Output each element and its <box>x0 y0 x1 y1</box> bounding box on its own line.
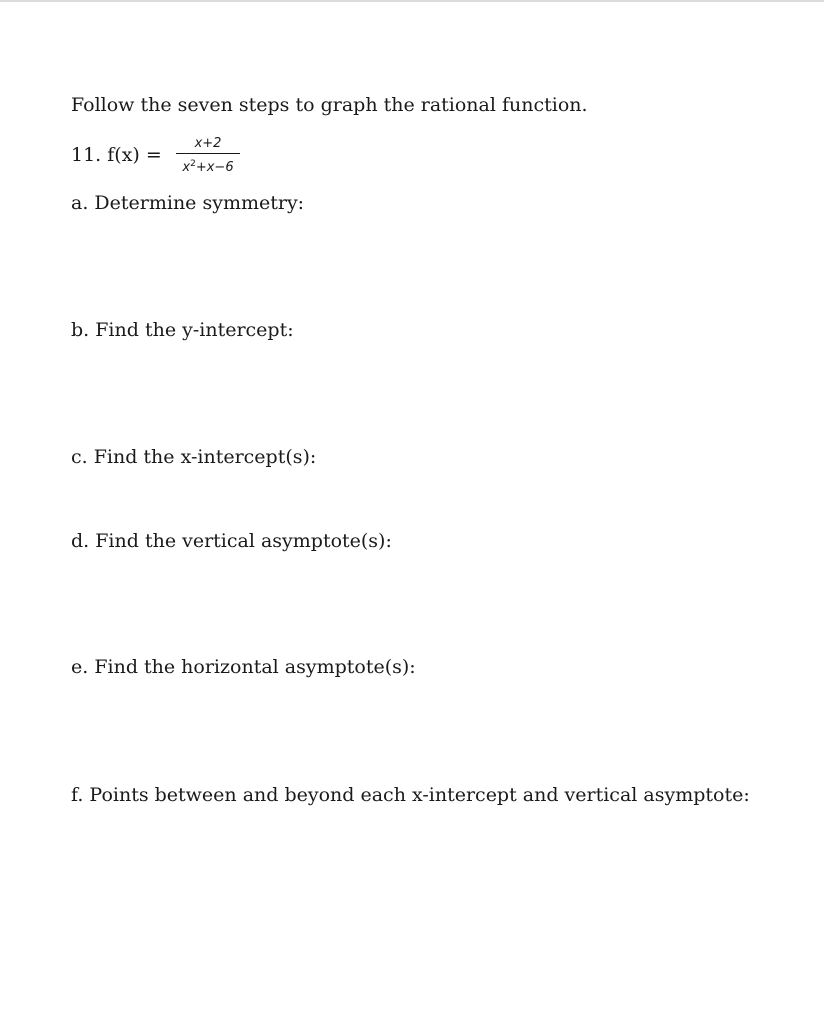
question-b-y-intercept: b. Find the y-intercept: <box>71 319 294 341</box>
fraction-bar <box>176 153 240 154</box>
question-a-symmetry: a. Determine symmetry: <box>71 192 305 214</box>
fraction-denominator <box>176 156 240 175</box>
function-label: 11. f(x) = <box>71 144 162 166</box>
question-f-points: f. Points between and beyond each x-intercept and vertical asymptote: <box>71 784 750 806</box>
question-c-x-intercepts: c. Find the x-intercept(s): <box>71 446 317 468</box>
fraction-numerator: x+2 <box>194 136 222 151</box>
question-e-horizontal-asymptotes: e. Find the horizontal asymptote(s): <box>71 656 416 678</box>
denominator-base: x <box>182 160 191 175</box>
question-d-vertical-asymptotes: d. Find the vertical asymptote(s): <box>71 530 392 552</box>
rational-fraction <box>176 136 240 175</box>
instruction-text: Follow the seven steps to graph the rational function. <box>71 94 588 116</box>
page-top-border <box>0 0 824 2</box>
denominator-exponent: 2 <box>190 159 196 169</box>
denominator-rest: +x−6 <box>195 160 234 175</box>
